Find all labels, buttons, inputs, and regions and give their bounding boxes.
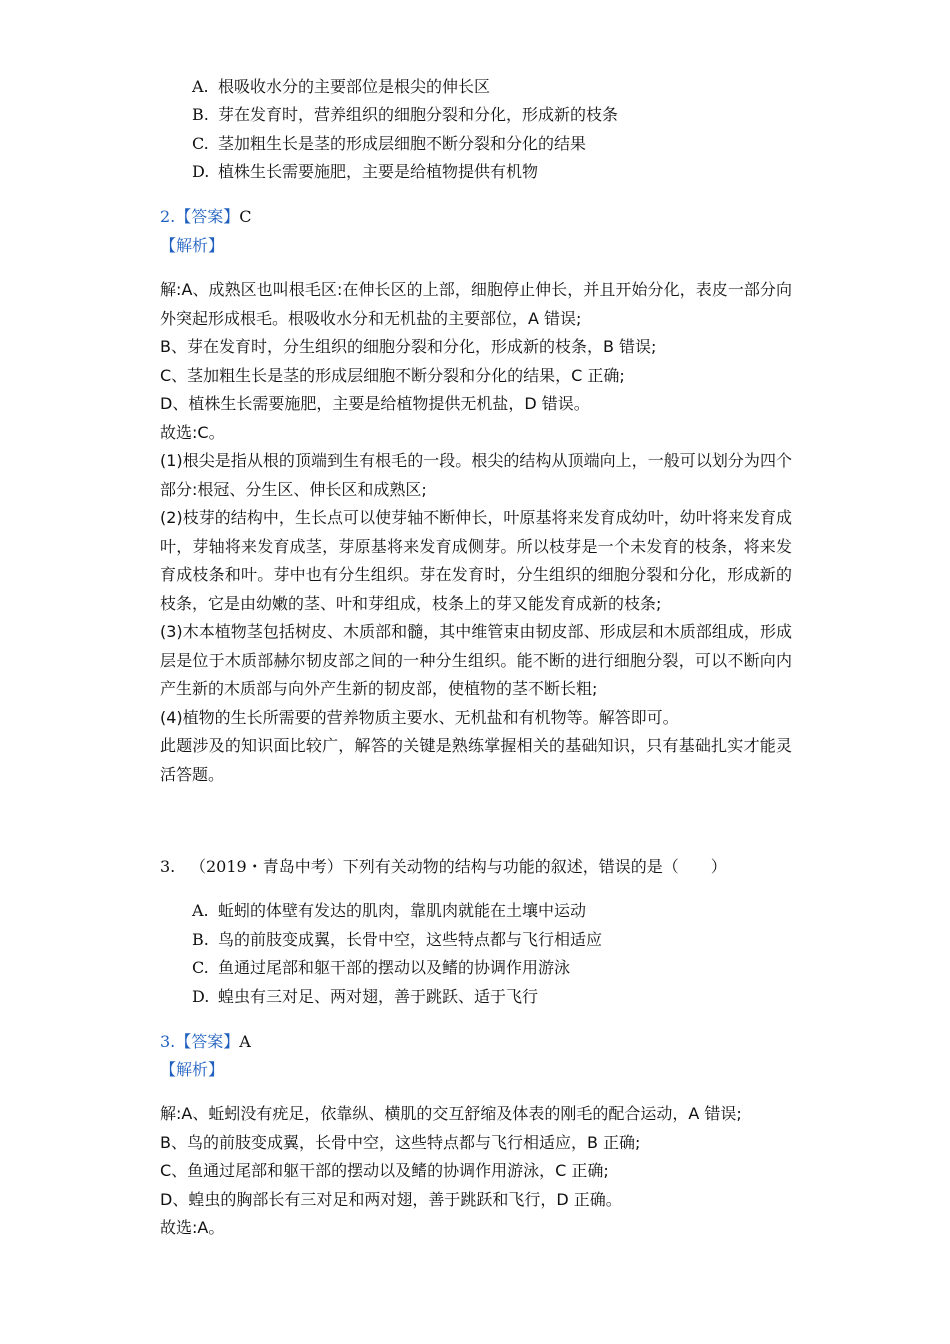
option-text: 根吸收水分的主要部位是根尖的伸长区 (218, 77, 491, 96)
q3-option-a (192, 901, 586, 921)
option-text: 茎加粗生长是茎的形成层细胞不断分裂和分化的结果 (218, 134, 587, 153)
q2-option-c (192, 134, 586, 154)
option-letter: D. (192, 162, 210, 181)
q3-option-d (192, 987, 538, 1007)
analysis-paragraph: (3)木本植物茎包括树皮、木质部和髓，其中维管束由韧皮部、形成层和木质部组成，形成层是位于木质部赫尔韧皮部之间的一种分生组织。能不断的进行细胞分裂，可以不断向内产生新的木质部与向外产生新的韧皮部，使植物的茎不断长粗; (160, 622, 792, 698)
answer-label: 【答案】 (175, 1032, 240, 1051)
q3-option-b (192, 930, 602, 950)
q3-analysis-label: 【解析】 (160, 1060, 225, 1079)
analysis-paragraph: (1)根尖是指从根的顶端到生有根毛的一段。根尖的结构从顶端向上，一般可以划分为四个部分:根冠、分生区、伸长区和成熟区; (160, 451, 792, 499)
answer-value: A (239, 1032, 251, 1051)
option-letter: C. (192, 958, 209, 977)
analysis-paragraph: B、芽在发育时，分生组织的细胞分裂和分化，形成新的枝条，B 错误; (160, 337, 657, 356)
option-letter: B. (192, 105, 209, 124)
q2-analysis (160, 276, 792, 789)
option-text: 蚯蚓的体壁有发达的肌肉，靠肌肉就能在土壤中运动 (218, 901, 587, 920)
q2-option-d (192, 162, 538, 182)
answer-label: 【答案】 (175, 207, 240, 226)
option-text: 植株生长需要施肥，主要是给植物提供有机物 (218, 162, 539, 181)
analysis-paragraph: D、植株生长需要施肥，主要是给植物提供无机盐，D 错误。 (160, 394, 590, 413)
analysis-paragraph: B、鸟的前肢变成翼，长骨中空，这些特点都与飞行相适应，B 正确; (160, 1132, 641, 1152)
q3-option-c (192, 958, 570, 978)
q2-option-a (192, 77, 490, 97)
analysis-paragraph: D、蝗虫的胸部长有三对足和两对翅，善于跳跃和飞行，D 正确。 (160, 1189, 622, 1209)
option-letter: A. (192, 901, 209, 920)
analysis-paragraph: 故选:C。 (160, 422, 225, 442)
question-number: 3. (160, 857, 176, 876)
option-letter: B. (192, 930, 209, 949)
analysis-paragraph: 解:A、成熟区也叫根毛区:在伸长区的上部，细胞停止伸长，并且开始分化，表皮一部分向外突起形成根毛。根吸收水分和无机盐的主要部位，A 错误; (160, 280, 792, 328)
q2-option-b (192, 105, 618, 125)
option-text: 鸟的前肢变成翼，长骨中空，这些特点都与飞行相适应 (218, 930, 603, 949)
analysis-paragraph: 解:A、蚯蚓没有疣足，依靠纵、横肌的交互舒缩及体表的刚毛的配合运动，A 错误; (160, 1104, 742, 1123)
q3-analysis (160, 1100, 792, 1243)
question-text: （2019・青岛中考）下列有关动物的结构与功能的叙述，错误的是（ ） (190, 857, 727, 876)
option-letter: A. (192, 77, 209, 96)
answer-number: 3. (160, 1032, 176, 1051)
q3-answer (160, 1032, 251, 1052)
analysis-paragraph: 此题涉及的知识面比较广，解答的关键是熟练掌握相关的基础知识，只有基础扎实才能灵活答题。 (160, 736, 792, 784)
q2-analysis-label: 【解析】 (160, 236, 225, 255)
analysis-paragraph: C、茎加粗生长是茎的形成层细胞不断分裂和分化的结果，C 正确; (160, 365, 625, 385)
option-text: 蝗虫有三对足、两对翅，善于跳跃、适于飞行 (218, 987, 539, 1006)
analysis-paragraph: (4)植物的生长所需要的营养物质主要水、无机盐和有机物等。解答即可。 (160, 707, 679, 727)
analysis-paragraph: (2)枝芽的结构中，生长点可以使芽轴不断伸长，叶原基将来发育成幼叶，幼叶将来发育成叶，芽轴将来发育成茎，芽原基将来发育成侧芽。所以枝芽是一个未发育的枝条，将来发育成枝条和叶。芽中也有分生组织。芽在发育时，分生组织的细胞分裂和分化，形成新的枝条，它是由幼嫩的茎、叶和芽组成，枝条上的芽又能发育成新的枝条; (160, 508, 792, 613)
q3-stem (160, 857, 727, 877)
answer-value: C (239, 207, 252, 226)
option-letter: D. (192, 987, 210, 1006)
answer-number: 2. (160, 207, 176, 226)
analysis-paragraph: C、鱼通过尾部和躯干部的摆动以及鳍的协调作用游泳，C 正确; (160, 1161, 609, 1180)
option-letter: C. (192, 134, 209, 153)
analysis-paragraph: 故选:A。 (160, 1218, 225, 1237)
option-text: 芽在发育时，营养组织的细胞分裂和分化，形成新的枝条 (218, 105, 619, 124)
q2-answer (160, 207, 252, 227)
option-text: 鱼通过尾部和躯干部的摆动以及鳍的协调作用游泳 (218, 958, 571, 977)
